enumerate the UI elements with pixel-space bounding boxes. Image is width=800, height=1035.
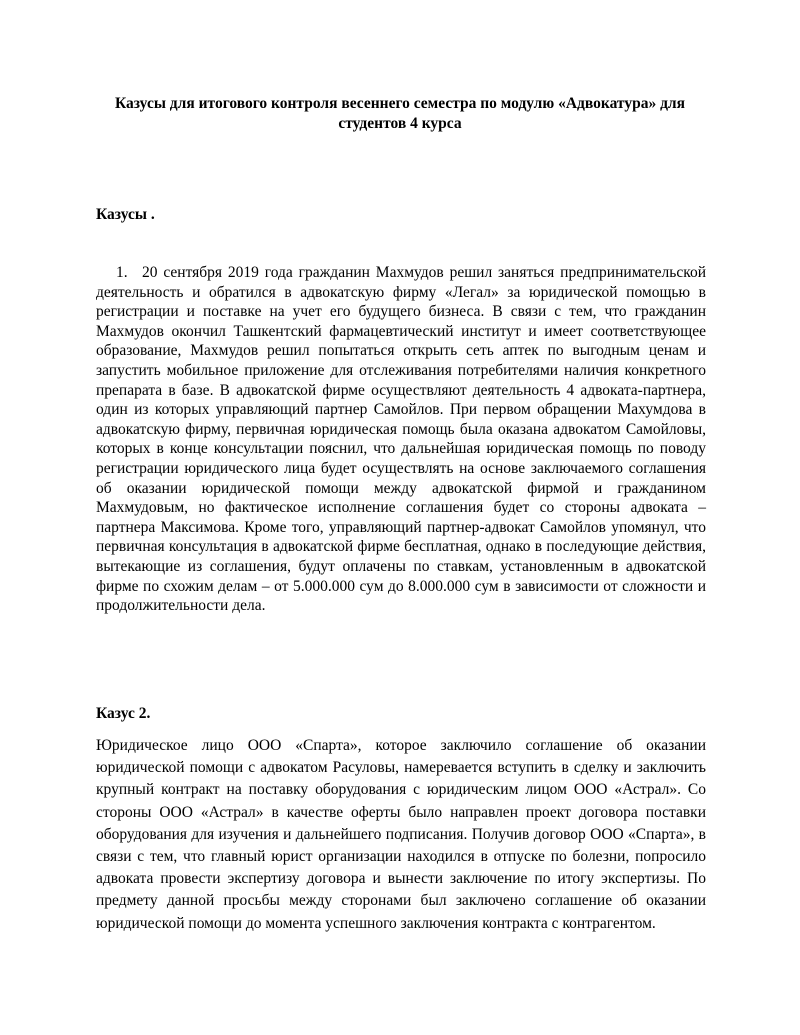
section-heading: Казусы . xyxy=(96,206,155,223)
document-title: Казусы для итогового контроля весеннего семестра по модулю «Адвокатура» для студентов 4 курса xyxy=(114,95,685,132)
case-1-paragraph xyxy=(96,263,706,616)
case-1-number: 1. xyxy=(116,264,128,281)
case-2-paragraph: Юридическое лицо ООО «Спарта», которое заключило соглашение об оказании юридической помощи с адвокатом Расуловы, намеревается вступить в сделку и заключить крупный контракт на поставку оборудования с юридическим лицом ООО «Астрал». Со стороны ООО «Астрал» в качестве оферты было направлен проект договора поставки оборудования для изучения и дальнейшего подписания. Получив договор ООО «Спарта», в связи с тем, что главный юрист организации находился в отпуске по болезни, попросило адвоката провести экспертизу договора и вынести заключение по итогу экспертизы. По предмету данной просьбы между сторонами был заключено соглашение об оказании юридической помощи до момента успешного заключения контракта с контрагентом. xyxy=(96,737,706,932)
case-1-text: 20 сентября 2019 года гражданин Махмудов решил заняться предпринимательской деятельность и обратился в адвокатскую фирму «Легал» за юридической помощью в регистрации и поставке на учет его будущего бизнеса. В связи с тем, что гражданин Махмудов окончил Ташкентский фармацевтический институт и имеет соответствующее образование, Махмудов решил попытаться открыть сеть аптек по выгодным ценам и запустить мобильное приложение для отслеживания потребителями наличия конкретного препарата в базе. В адвокатской фирме осуществляют деятельность 4 адвоката-партнера, один из которых управляющий партнер Самойлов. При первом обращении Махумдова в адвокатскую фирму, первичная юридическая помощь была оказана адвокатом Самойловы, которых в конце консультации пояснил, что дальнейшая юридическая помощь по поводу регистрации юридического лица будет осуществлять на основе заключаемого соглашения об оказании юридической помощи между адвокатской фирмой и гражданином Махмудовым, но фактическое исполнение соглашения будет со стороны адвоката – партнера Максимова. Кроме того, управляющий партнер-адвокат Самойлов упомянул, что первичная консультация в адвокатской фирме бесплатная, однако в последующие действия, вытекающие из соглашения, будут оплачены по ставкам, установленным в адвокатской фирме по схожим делам – от 5.000.000 сум до 8.000.000 сум в зависимости от сложности и продолжительности дела. xyxy=(96,264,706,615)
case-2-heading: Казус 2. xyxy=(96,705,151,722)
